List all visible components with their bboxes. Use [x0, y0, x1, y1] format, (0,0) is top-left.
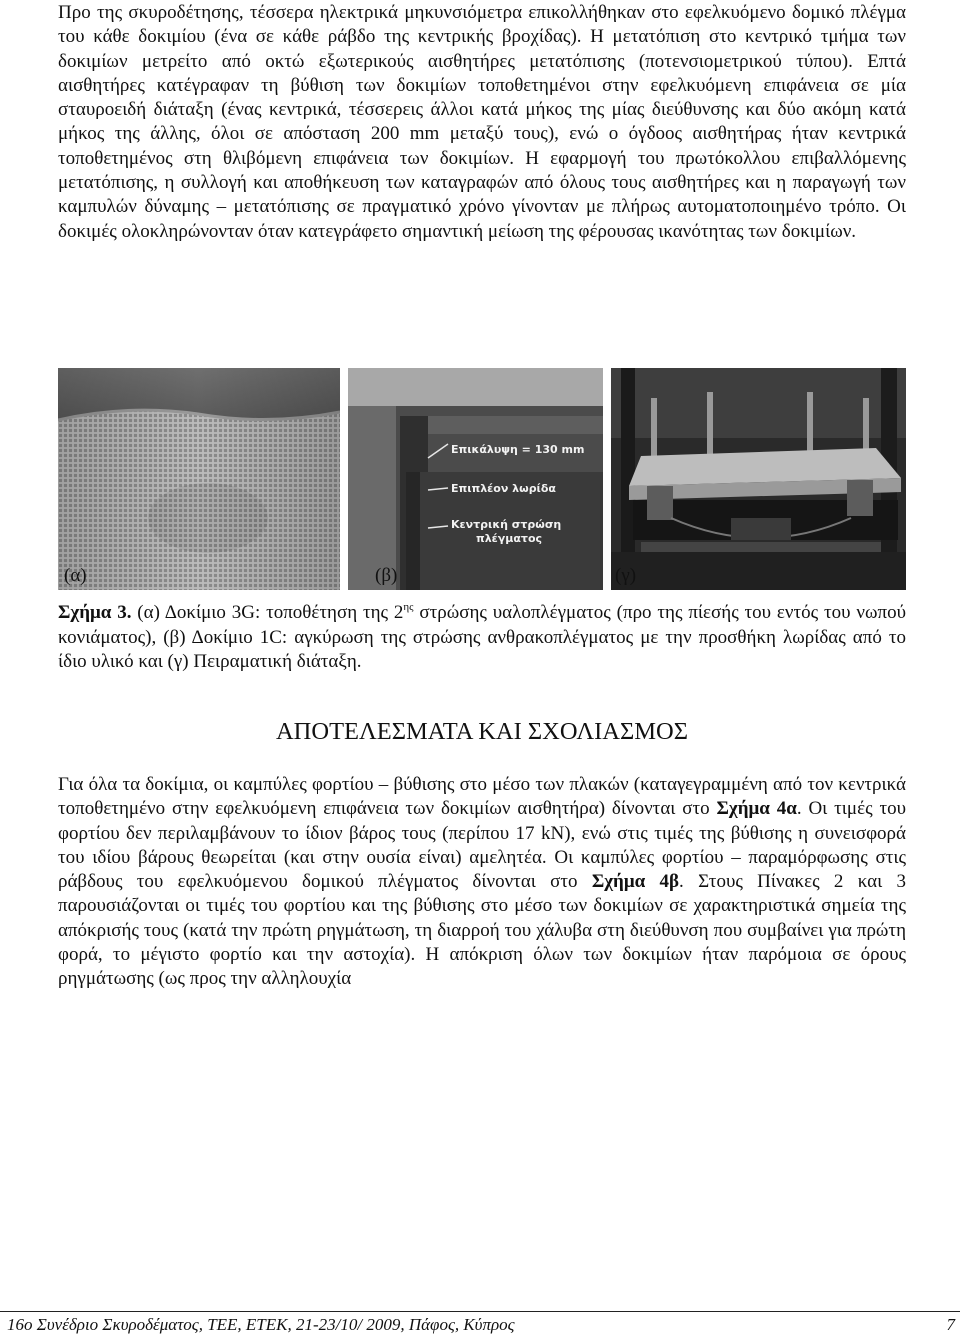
annotation-cover: Επικάλυψη = 130 mm: [451, 443, 585, 456]
paragraph-intro: Προ της σκυροδέτησης, τέσσερα ηλεκτρικά μηκυνσιόμετρα επικολλήθηκαν στο εφελκυόμενο δομικό πλέγμα του κάθε δοκιμίου (ένα σε κάθε ράβδο της κεντρικής βροχίδας). Η μετατόπιση στο κεντρικό τμήμα των δοκιμίων μετρείτο από οκτώ εξωτερικούς αισθητήρες μετατόπισης (ποτενσιομετρικού τύπου). Επτά αισθητήρες κατέγραφαν τη βύθιση των δοκιμίων τοποθετημένοι στην εφελκυόμενη επιφάνεια σε μία σταυροειδή διάταξη (ένας κεντρικά, τέσσερεις άλλοι κατά μήκος της μίας διεύθυνσης και δύο ακόμη κατά μήκος της άλλης, όλοι σε απόσταση 200 mm μεταξύ τους), ενώ ο όγδοος αισθητήρας ήταν κεντρικά τοποθετημένος στη θλιβόμενη επιφάνεια των δοκιμίων. Η εφαρμογή του πρωτόκολλου επιβαλλόμενης μετατόπισης, η συλλογή και αποθήκευση των καταγραφών από όλους τους αισθητήρες και η παραγωγή των καμπυλών δύναμης – μετατόπισης σε πραγματικό χρόνο γίνονταν με πλήρως αυτοματοποιημένο τρόπο. Οι δοκιμές ολοκληρώνονταν όταν κατεγράφετο σημαντική μείωση της φέρουσας ικανότητας των δοκιμίων.: [58, 2, 906, 242]
figure-label-c: (γ): [615, 565, 637, 586]
figure-ref-4b: Σχήμα 4β: [591, 871, 680, 893]
figure-label-a: (α): [64, 565, 87, 586]
results-text-3: . Στους Πίνακες 2 και 3 παρουσιάζονται οι τιμές του φορτίου και της βύθισης στο μέσο των δοκιμίων σε χαρακτηριστικά σημεία της απόκρισής τους (κατά την πρώτη ρηγμάτωση, τη διαρροή του χάλυβα στη διεύθυνση που συμβαίνει για πρώτη φορά, το μέγιστο φορτίο και την αστοχία). Η απόκριση όλων των δοκιμίων ήταν παρόμοια σε όρους ρηγμάτωσης (ως προς την αλληλουχία: [58, 871, 907, 990]
section-heading: ΑΠΟΤΕΛΕΣΜΑΤΑ ΚΑΙ ΣΧΟΛΙΑΣΜΟΣ: [275, 718, 688, 745]
photo-c-image: [611, 368, 906, 590]
footer-divider: [0, 1311, 960, 1312]
photo-a-image: [58, 368, 340, 590]
figure-3: [58, 368, 906, 590]
figure-ref-4a: Σχήμα 4α: [716, 798, 797, 820]
caption-lead: Σχήμα 3.: [58, 602, 132, 623]
figure-caption: [58, 601, 906, 675]
photo-b-carbon-mesh-anchorage: [348, 368, 603, 590]
caption-part2: στρώσης υαλοπλέγματος (προ της πίεσής του εντός του νωπού κονιάματος), (β) Δοκίμιο 1C: αγκύρωση της στρώσης ανθρακοπλέγματος με την προσθήκη λωρίδας από το ίδιο υλικό και (γ) Πειραματική διάταξη.: [58, 602, 906, 672]
photo-c-test-setup: [611, 368, 906, 590]
annotation-mesh-line1: Κεντρική στρώση: [451, 518, 562, 531]
results-text-2: . Οι τιμές του φορτίου δεν περιλαμβάνουν το ίδιον βάρος τους (περίπου 17 kN), ενώ στις τιμές της βύθισης η συνεισφορά του ιδίου βάρους θεωρείται (και στην ουσία είναι) αμελητέα. Οι καμπύλες φορτίου – παραμόρφωσης στις ράβδους του εφελκυόμενου δομικού πλέγματος δίνονται στο: [58, 798, 907, 893]
footer-conference: 16ο Συνέδριο Σκυροδέματος, ΤΕΕ, ΕΤΕΚ, 21-23/10/ 2009, Πάφος, Κύπρος: [7, 1315, 515, 1334]
photo-a-glass-mesh: [58, 368, 340, 590]
caption-superscript: ης: [403, 601, 414, 613]
caption-part1: (α) Δοκίμιο 3G: τοποθέτηση της 2: [131, 602, 404, 623]
footer-page-number: 7: [946, 1315, 955, 1334]
results-text-1: Για όλα τα δοκίμια, οι καμπύλες φορτίου – βύθισης στο μέσο των πλακών (καταγεγραμμένη από τον κεντρικά τοποθετημένο στην εφελκυόμενη επιφάνεια των δοκιμίων αισθητήρα) δίνονται στο: [58, 774, 906, 820]
annotation-mesh-line2: πλέγματος: [476, 532, 543, 545]
photo-b-image: [348, 368, 603, 590]
annotation-strip: Επιπλέον λωρίδα: [451, 482, 556, 495]
paragraph-results: [58, 773, 906, 992]
figure-label-b: (β): [375, 565, 398, 586]
